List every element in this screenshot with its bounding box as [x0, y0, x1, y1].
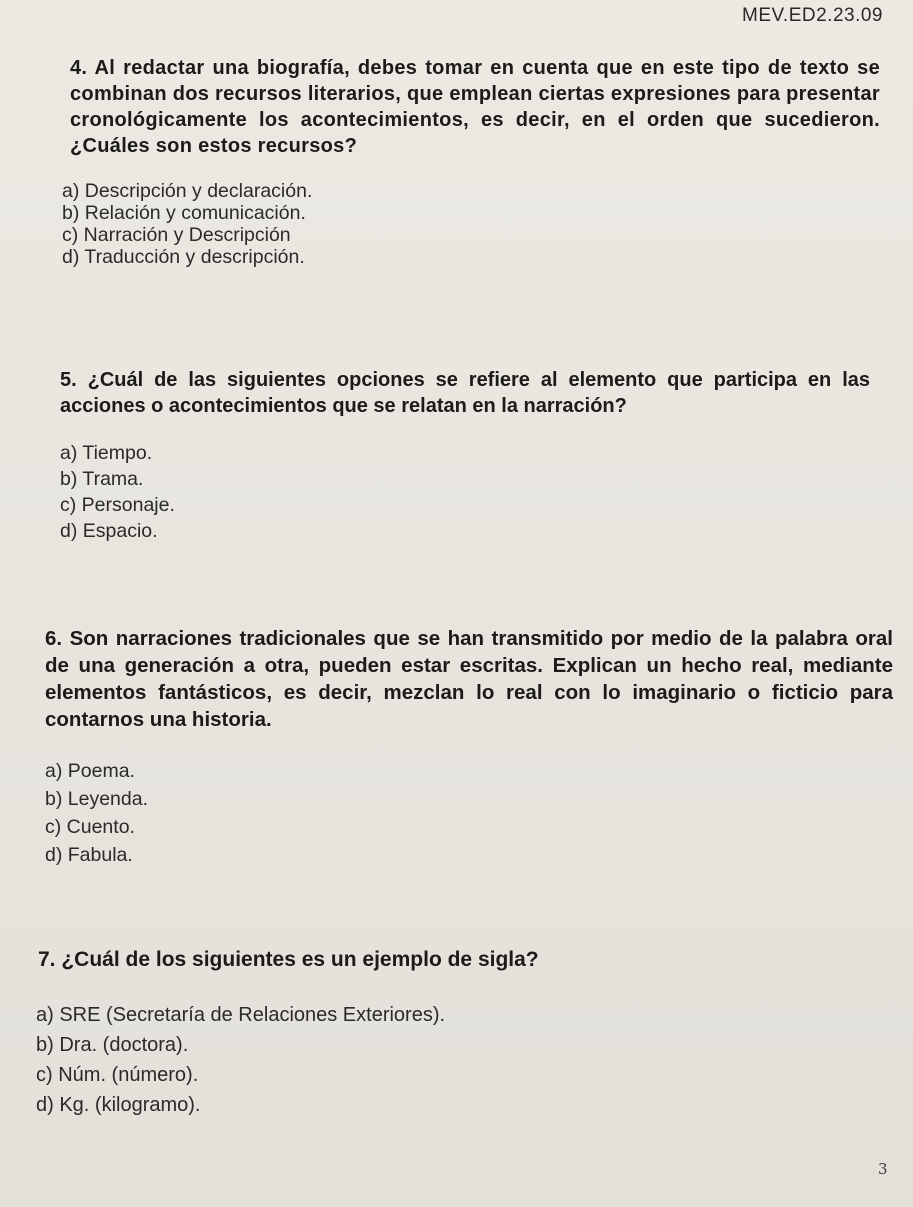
question-5-options — [60, 440, 175, 544]
exam-code: MEV.ED2.23.09 — [742, 5, 883, 26]
option-a[interactable]: a) Poema. — [45, 760, 135, 782]
option-c[interactable]: c) Núm. (número). — [36, 1064, 199, 1086]
question-5-text: 5. ¿Cuál de las siguientes opciones se refiere al elemento que participa en las acciones o acontecimientos que se relatan en la narración? — [60, 369, 870, 417]
question-4-options — [62, 180, 312, 268]
question-7-options — [36, 1000, 445, 1120]
option-c[interactable]: c) Cuento. — [45, 816, 135, 838]
question-7-text: 7. ¿Cuál de los siguientes es un ejemplo de sigla? — [38, 948, 539, 971]
option-a[interactable]: a) Tiempo. — [60, 442, 153, 464]
option-d[interactable]: d) Kg. (kilogramo). — [36, 1094, 201, 1116]
option-c[interactable]: c) Personaje. — [60, 494, 175, 516]
option-a[interactable]: a) Descripción y declaración. — [62, 180, 313, 202]
option-b[interactable]: b) Leyenda. — [45, 788, 148, 810]
option-b[interactable]: b) Trama. — [60, 468, 144, 490]
option-d[interactable]: d) Traducción y descripción. — [62, 246, 305, 268]
question-6-options — [45, 757, 148, 869]
option-d[interactable]: d) Fabula. — [45, 844, 133, 866]
question-6-text: 6. Son narraciones tradicionales que se han transmitido por medio de la palabra oral de una generación a otra, pueden estar escritas. Explican un hecho real, mediante elementos fantásticos, es decir, mezclan lo real con lo imaginario o ficticio para contarnos una historia. — [45, 627, 893, 731]
option-c[interactable]: c) Narración y Descripción — [62, 224, 291, 246]
option-a[interactable]: a) SRE (Secretaría de Relaciones Exteriores). — [36, 1004, 446, 1026]
option-b[interactable]: b) Dra. (doctora). — [36, 1034, 189, 1056]
option-b[interactable]: b) Relación y comunicación. — [62, 202, 306, 224]
option-d[interactable]: d) Espacio. — [60, 520, 158, 542]
question-4-text: 4. Al redactar una biografía, debes tomar en cuenta que en este tipo de texto se combinan dos recursos literarios, que emplean ciertas expresiones para presentar cronológicamente los acontecimientos, es decir, en el orden que sucedieron. ¿Cuáles son estos recursos? — [70, 57, 880, 157]
page-number: 3 — [878, 1160, 888, 1178]
